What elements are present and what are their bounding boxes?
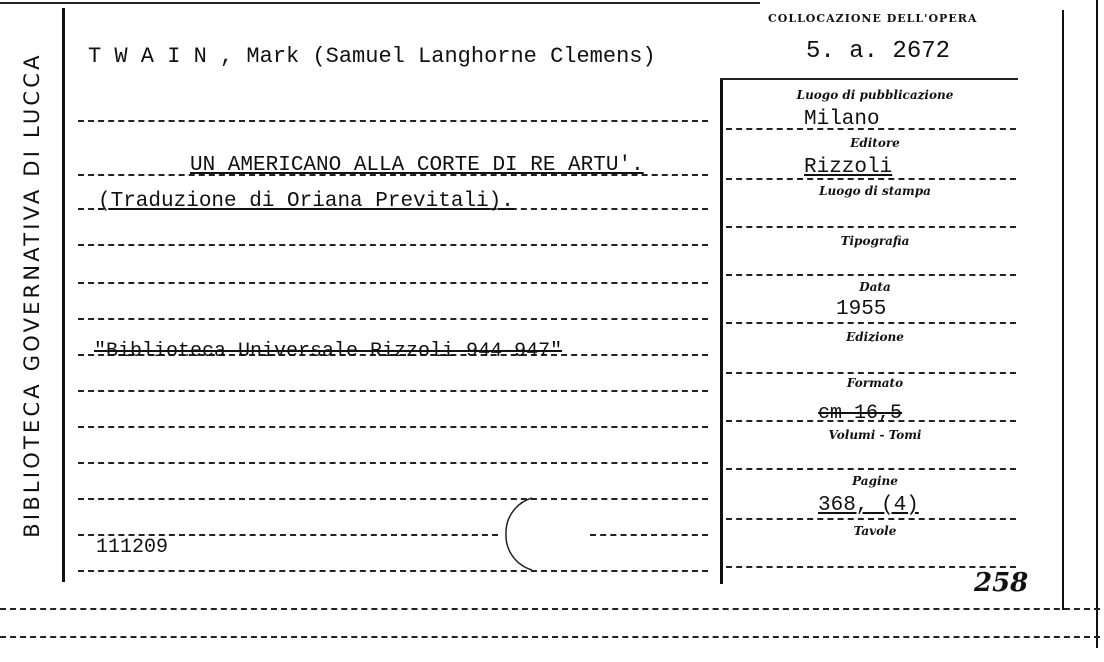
inventory-number: 111209 [96, 536, 169, 559]
right-box-top [720, 78, 1018, 80]
library-side-label [3, 0, 61, 590]
data-value: 1955 [836, 298, 887, 321]
field-rule [726, 274, 1016, 276]
rule-line [78, 570, 708, 572]
rule-line [78, 282, 708, 284]
field-rule [726, 468, 1016, 470]
rule-line [78, 120, 708, 122]
translation-note: (Traduzione di Oriana Previtali). [98, 190, 514, 213]
field-rule [726, 372, 1016, 374]
tipografia-label: Tipografia [840, 234, 910, 248]
library-name: BIBLIOTECA GOVERNATIVA DI LUCCA [20, 52, 44, 538]
field-rule [726, 518, 1016, 520]
card-right-edge [1062, 10, 1064, 610]
field-rule [726, 566, 1016, 568]
luogo-pubblicazione-value: Milano [804, 108, 880, 131]
card-far-edge [1096, 0, 1098, 648]
field-rule [726, 322, 1016, 324]
tavole-label: Tavole [853, 524, 897, 538]
collocazione-value: 5. a. 2672 [806, 38, 951, 65]
left-margin-rule [62, 8, 65, 582]
field-rule [726, 226, 1016, 228]
rule-line [78, 318, 708, 320]
pagine-label: Pagine [852, 474, 898, 488]
handwritten-number: 258 [974, 568, 1029, 598]
rule-line [78, 498, 708, 500]
luogo-stampa-label: Luogo di stampa [819, 184, 931, 198]
bottom-border [0, 608, 1100, 610]
edizione-label: Edizione [846, 330, 904, 344]
pagine-value: 368, (4) [818, 494, 919, 517]
author-heading: T W A I N , Mark (Samuel Langhorne Clemens) [88, 44, 656, 69]
rule-line [78, 244, 708, 246]
top-border [0, 2, 760, 4]
volumi-label: Volumi - Tomi [828, 428, 922, 442]
right-column-rule [720, 80, 723, 584]
collocazione-label: COLLOCAZIONE DELL'OPERA [768, 12, 978, 25]
data-label: Data [859, 280, 891, 294]
formato-label: Formato [846, 376, 904, 390]
rule-line [590, 534, 708, 536]
rule-line [78, 390, 708, 392]
editore-label: Editore [850, 136, 900, 150]
bottom-edge [0, 636, 1100, 638]
luogo-pubblicazione-label: Luogo di pubblicazione [796, 88, 954, 102]
rule-line [78, 426, 708, 428]
punch-hole [496, 494, 536, 574]
series-note: "Biblioteca Universale Rizzoli 944-947" [94, 340, 563, 363]
book-title: UN AMERICANO ALLA CORTE DI RE ARTU'. [190, 154, 644, 177]
formato-value: cm 16,5 [818, 402, 903, 425]
editore-value: Rizzoli [804, 156, 893, 179]
rule-line [78, 462, 708, 464]
